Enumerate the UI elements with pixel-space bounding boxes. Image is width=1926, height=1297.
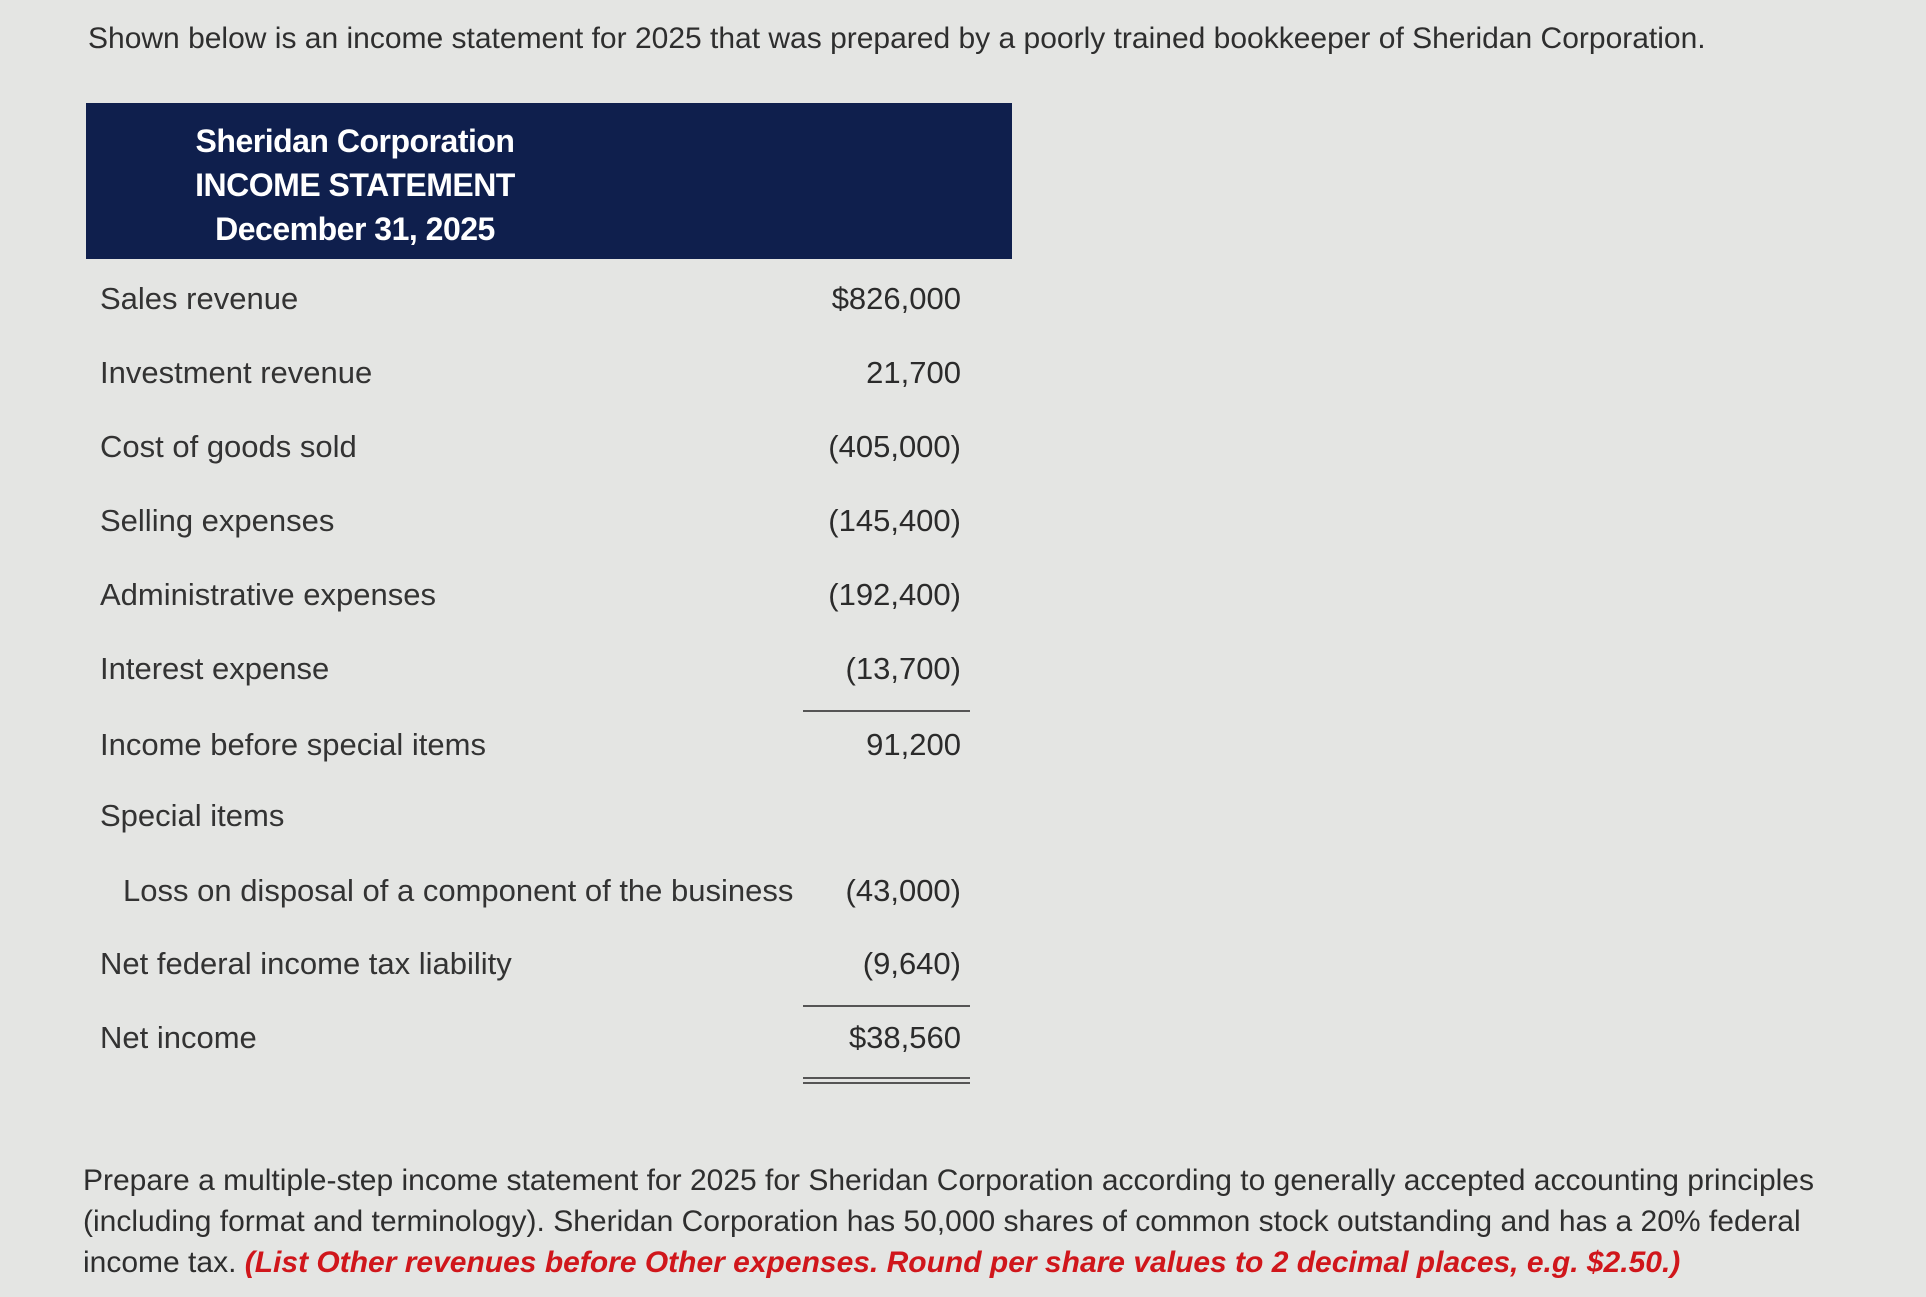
row-loss-on-disposal <box>0 873 1926 913</box>
row-label: Administrative expenses <box>100 577 436 612</box>
instructions-highlight: (List Other revenues before Other expenses. Round per share values to 2 decimal places, e.g. $2.50.) <box>244 1246 1681 1279</box>
row-net-income <box>0 1020 1926 1060</box>
instructions-text: Prepare a multiple-step income statement for 2025 for Sheridan Corporation according to generally accepted accounting principles (including format and terminology). Sheridan Corporation has 50,000 shares of common stock outstanding and has a 20% federal income tax. <box>83 1164 1814 1279</box>
row-special-items <box>0 798 1926 838</box>
row-income-before-special-items <box>0 727 1926 767</box>
row-label: Income before special items <box>100 727 486 762</box>
row-label: Investment revenue <box>100 355 373 390</box>
row-label: Selling expenses <box>100 503 335 538</box>
row-amount: (405,000) <box>828 429 961 464</box>
row-sales-revenue <box>0 281 1926 321</box>
row-label: Net federal income tax liability <box>100 946 512 981</box>
row-amount: $826,000 <box>831 281 961 316</box>
row-amount: 91,200 <box>866 727 961 762</box>
row-interest-expense <box>0 651 1926 691</box>
row-amount: (13,700) <box>845 651 961 686</box>
statement-date: December 31, 2025 <box>215 211 495 247</box>
subtotal-underline <box>803 710 970 712</box>
net-income-double-underline <box>803 1077 970 1084</box>
row-amount: 21,700 <box>866 355 961 390</box>
row-label: Net income <box>100 1020 257 1055</box>
row-label: Loss on disposal of a component of the business <box>123 873 794 908</box>
statement-title: INCOME STATEMENT <box>195 167 515 203</box>
row-administrative-expenses <box>0 577 1926 617</box>
statement-header <box>86 103 1012 259</box>
row-amount: (145,400) <box>828 503 961 538</box>
company-name: Sheridan Corporation <box>195 123 515 159</box>
row-net-federal-income-tax <box>0 946 1926 986</box>
intro-text: Shown below is an income statement for 2025 that was prepared by a poorly trained bookkeeper of Sheridan Corporation. <box>88 22 1706 55</box>
row-amount: (43,000) <box>845 873 961 908</box>
instructions <box>83 1160 1873 1283</box>
row-selling-expenses <box>0 503 1926 543</box>
row-label: Special items <box>100 798 285 833</box>
row-amount: (9,640) <box>862 946 961 981</box>
row-label: Interest expense <box>100 651 330 686</box>
row-amount: (192,400) <box>828 577 961 612</box>
row-amount: $38,560 <box>848 1020 961 1055</box>
row-label: Cost of goods sold <box>100 429 357 464</box>
row-investment-revenue <box>0 355 1926 395</box>
total-underline <box>803 1005 970 1007</box>
row-label: Sales revenue <box>100 281 299 316</box>
row-cost-of-goods-sold <box>0 429 1926 469</box>
header-lines <box>86 119 624 251</box>
